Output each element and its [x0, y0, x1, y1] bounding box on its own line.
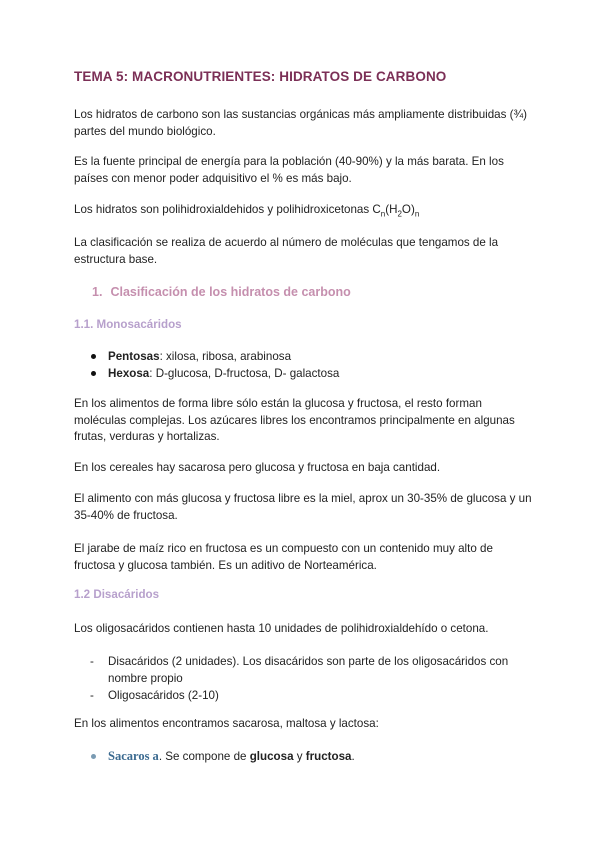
intro-paragraph-2: Es la fuente principal de energía para la población (40-90%) y la más barata. En los países con menor poder adquisitivo el % es más bajo.	[74, 155, 504, 185]
list-item: - Oligosacáridos (2-10)	[74, 687, 534, 704]
section-title: Clasificación de los hidratos de carbono	[110, 285, 351, 299]
page-title: TEMA 5: MACRONUTRIENTES: HIDRATOS DE CARBONO	[74, 69, 447, 84]
bullet-dot	[91, 754, 96, 759]
monosacaridos-list	[74, 348, 339, 382]
subsection-heading-disacaridos: 1.2 Disacáridos	[74, 588, 160, 601]
sacarosa-name: Sacaros a	[108, 749, 159, 763]
list-item-text: : xilosa, ribosa, arabinosa	[159, 350, 292, 363]
paragraph-honey: El alimento con más glucosa y fructosa libre es la miel, aprox un 30-35% de glucosa y un 35-40% de fructosa.	[74, 492, 532, 522]
sacarosa-glucosa: glucosa	[249, 750, 294, 763]
paragraph-cereals: En los cereales hay sacarosa pero glucosa y fructosa en baja cantidad.	[74, 461, 441, 474]
sacarosa-fructosa: fructosa	[305, 750, 352, 763]
list-item	[74, 348, 339, 365]
formula-sub-2: 2	[397, 209, 402, 219]
list-item	[74, 365, 339, 382]
sacarosa-text: . Se compone de	[158, 750, 250, 763]
sacarosa-period: .	[351, 750, 355, 763]
oligosacaridos-list	[74, 653, 534, 704]
sacarosa-item	[74, 748, 355, 765]
list-item-term: Pentosas	[108, 350, 160, 363]
paragraph-free-sugars: En los alimentos de forma libre sólo están la glucosa y fructosa, el resto forman moléculas complejas. Los azúcares libres los encontramos principalmente en algunas frutas, verduras y hortalizas.	[74, 397, 515, 443]
formula-mid-1: (H	[385, 203, 398, 216]
formula-sub-n: n	[380, 209, 386, 219]
subsection-heading-monosacaridos: 1.1. Monosacáridos	[74, 318, 182, 331]
paragraph-foods: En los alimentos encontramos sacarosa, maltosa y lactosa:	[74, 717, 379, 730]
section-heading-1	[92, 285, 351, 299]
paragraph-oligosacaridos: Los oligosacáridos contienen hasta 10 unidades de polihidroxialdehído o cetona.	[74, 622, 489, 635]
formula-mid-2: O)	[401, 203, 415, 216]
classification-paragraph: La clasificación se realiza de acuerdo al número de moléculas que tengamos de la estructura base.	[74, 236, 499, 266]
formula-sub-n-2: n	[414, 209, 420, 219]
list-item-term: Hexosa	[108, 367, 150, 380]
list-item: - Disacáridos (2 unidades). Los disacáridos son parte de los oligosacáridos con nombre propio	[74, 653, 534, 687]
list-item-text: : D-glucosa, D-fructosa, D- galactosa	[149, 367, 340, 380]
sacarosa-and: y	[293, 750, 306, 763]
formula-paragraph	[74, 202, 534, 223]
section-number: 1.	[92, 285, 103, 299]
paragraph-corn-syrup: El jarabe de maíz rico en fructosa es un compuesto con un contenido muy alto de fructosa y glucosa también. Es un aditivo de Norteamérica.	[74, 542, 493, 572]
formula-prefix: Los hidratos son polihidroxialdehidos y polihidroxicetonas C	[74, 203, 381, 216]
intro-paragraph-1: Los hidratos de carbono son las sustancias orgánicas más ampliamente distribuidas (¾) partes del mundo biológico.	[74, 108, 528, 138]
